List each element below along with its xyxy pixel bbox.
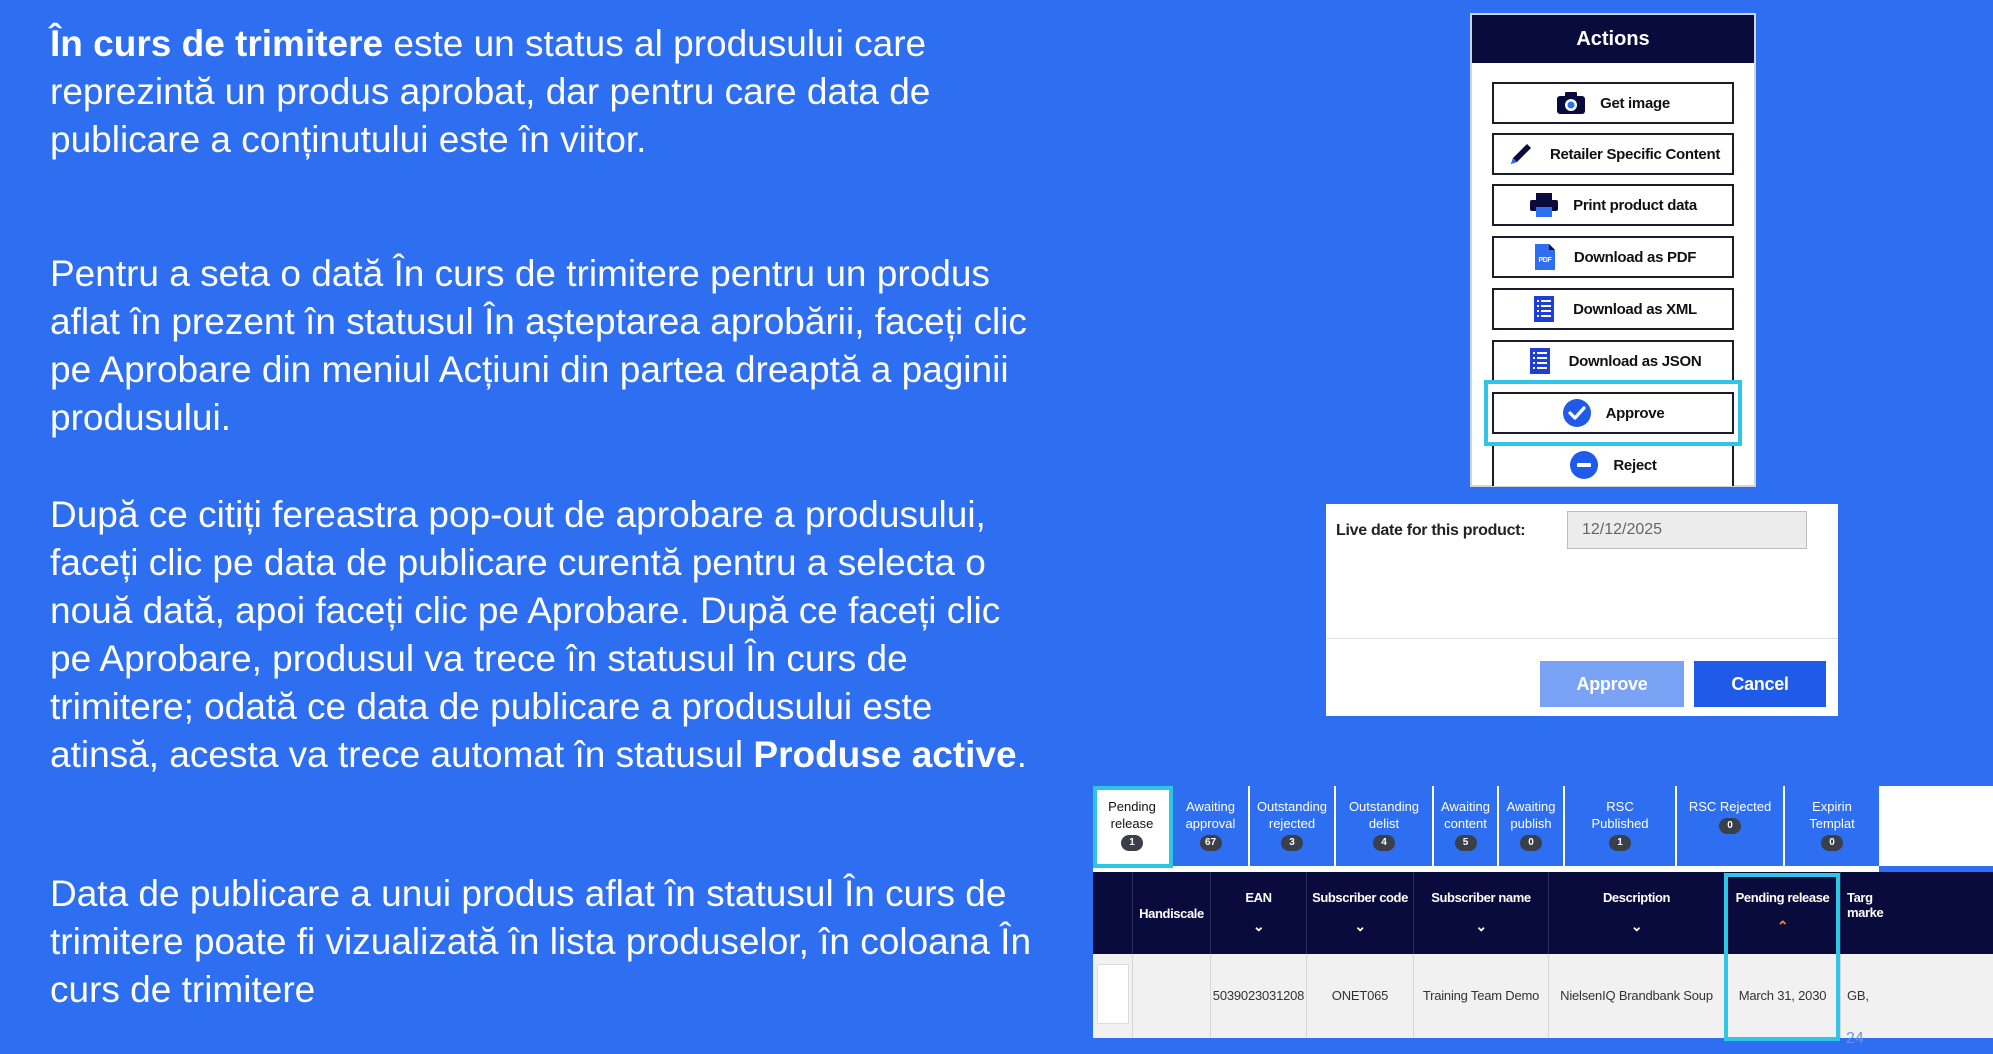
tab-label: RSC bbox=[1606, 799, 1634, 814]
tab-label: approval bbox=[1185, 816, 1236, 831]
chevron-down-icon: ⌄ bbox=[1475, 918, 1487, 934]
tab-label: Pending bbox=[1108, 799, 1156, 814]
tab-count-badge: 0 bbox=[1520, 835, 1542, 851]
download-xml-button[interactable] bbox=[1492, 288, 1734, 330]
tab-label: RSC Rejected bbox=[1688, 799, 1772, 814]
tab-label: Awaiting bbox=[1186, 799, 1235, 814]
column-header-target-market[interactable]: Targ marke bbox=[1840, 872, 1900, 954]
term-pending-release: În curs de trimitere bbox=[50, 23, 384, 64]
printer-icon bbox=[1529, 192, 1559, 218]
retailer-specific-content-button[interactable] bbox=[1492, 133, 1734, 175]
column-header-handiscale[interactable]: Handiscale bbox=[1132, 872, 1210, 954]
subscriber-name-cell: Training Team Demo bbox=[1413, 954, 1548, 1038]
tab-rsc-rejected[interactable] bbox=[1677, 786, 1783, 866]
column-header-label: Subscriber code bbox=[1312, 890, 1408, 905]
approve-label: Approve bbox=[1605, 404, 1665, 422]
tab-label: rejected bbox=[1268, 816, 1316, 831]
term-active-products: Produse active bbox=[753, 734, 1017, 775]
svg-text:PDF: PDF bbox=[1538, 257, 1552, 264]
chevron-down-icon: ⌄ bbox=[1252, 918, 1265, 934]
status-tabs bbox=[1093, 786, 1993, 866]
print-product-data-label: Print product data bbox=[1573, 196, 1697, 214]
subscriber-code-cell: ONET065 bbox=[1306, 954, 1413, 1038]
row-thumbnail bbox=[1097, 964, 1129, 1024]
dialog-divider bbox=[1326, 638, 1838, 639]
tab-count-badge: 1 bbox=[1121, 835, 1143, 851]
live-date-input[interactable]: 12/12/2025 bbox=[1567, 511, 1807, 549]
list-document-icon bbox=[1525, 348, 1555, 374]
row-select-cell[interactable] bbox=[1093, 954, 1132, 1038]
get-image-label: Get image bbox=[1600, 94, 1670, 112]
live-date-label: Live date for this product: bbox=[1336, 522, 1526, 539]
paragraph-pending-release-definition bbox=[50, 20, 1050, 164]
tab-label: content bbox=[1444, 816, 1487, 831]
retailer-specific-content-label: Retailer Specific Content bbox=[1549, 145, 1721, 163]
tab-awaiting-approval[interactable] bbox=[1173, 786, 1248, 866]
camera-icon bbox=[1556, 90, 1586, 116]
dialog-approve-button[interactable]: Approve bbox=[1540, 661, 1684, 707]
approve-dialog bbox=[1326, 504, 1838, 716]
list-document-icon bbox=[1529, 296, 1559, 322]
tab-label: release bbox=[1110, 816, 1154, 831]
tab-count-badge: 0 bbox=[1821, 835, 1843, 851]
table-header bbox=[1093, 872, 1993, 954]
tab-count-badge: 4 bbox=[1373, 835, 1395, 851]
column-header-subscriber-code[interactable] bbox=[1306, 872, 1413, 954]
column-header-description[interactable] bbox=[1548, 872, 1724, 954]
tab-rsc-published[interactable] bbox=[1565, 786, 1675, 866]
download-json-label: Download as JSON bbox=[1568, 352, 1702, 370]
tab-awaiting-publish[interactable] bbox=[1499, 786, 1563, 866]
print-product-data-button[interactable] bbox=[1492, 184, 1734, 226]
chevron-down-icon: ⌄ bbox=[1354, 918, 1366, 934]
paragraph-set-date-instructions: Pentru a seta o dată În curs de trimitere pentru un produs aflat în prezent în statusul În așteptarea aprobării, faceți clic pe Aprobare din meniul Acțiuni din partea dreaptă a paginii produsului. bbox=[50, 253, 1027, 438]
pencil-icon bbox=[1506, 141, 1536, 167]
tab-label: Expirin bbox=[1812, 799, 1852, 814]
column-header-label: EAN bbox=[1245, 890, 1272, 905]
reject-button[interactable] bbox=[1492, 442, 1734, 486]
column-header-label: Subscriber name bbox=[1431, 890, 1531, 905]
approve-highlight-box bbox=[1484, 380, 1742, 446]
tab-label: publish bbox=[1510, 816, 1552, 831]
tab-label: Outstanding bbox=[1256, 799, 1328, 814]
tab-count-badge: 1 bbox=[1609, 835, 1631, 851]
chevron-up-icon: ⌃ bbox=[1776, 918, 1789, 934]
column-header-select bbox=[1093, 872, 1132, 954]
paragraph-approve-popup-instructions bbox=[50, 491, 1050, 779]
download-json-button[interactable] bbox=[1492, 340, 1734, 382]
period: . bbox=[1016, 734, 1027, 775]
tab-label: Awaiting bbox=[1441, 799, 1490, 814]
instruction-text: După ce citiți fereastra pop-out de aprobare a produsului, faceți clic pe data de publicare curentă pentru a selecta o nouă dată, apoi faceți clic pe Aprobare. După ce faceți clic pe Aprobare, produsul va trece în statusul În curs de trimitere; odată ce data de publicare a produsului este atinsă, acesta va trece automat în statusul bbox=[50, 494, 1001, 775]
tab-count-badge: 67 bbox=[1200, 835, 1222, 851]
definition-text: este un status al produsului care reprezintă un produs aprobat, dar pentru care data de publicare a conținutului este în viitor. bbox=[50, 23, 931, 160]
download-pdf-button[interactable] bbox=[1492, 236, 1734, 278]
get-image-button[interactable] bbox=[1492, 82, 1734, 124]
column-header-label: Description bbox=[1602, 890, 1671, 905]
tab-awaiting-content[interactable] bbox=[1434, 786, 1497, 866]
table-row[interactable] bbox=[1093, 954, 1993, 1038]
tab-count-badge: 0 bbox=[1719, 818, 1741, 834]
dialog-cancel-button[interactable]: Cancel bbox=[1694, 661, 1826, 707]
tab-expiring-templates[interactable] bbox=[1785, 786, 1879, 866]
tab-outstanding-delist[interactable] bbox=[1336, 786, 1432, 866]
actions-title: Actions bbox=[1472, 15, 1754, 63]
paragraph-view-date-info: Data de publicare a unui produs aflat în statusul În curs de trimitere poate fi vizualizată în lista produselor, în coloana În curs de trimitere bbox=[50, 873, 1032, 1010]
pending-release-tab-highlight bbox=[1093, 786, 1173, 868]
reject-label: Reject bbox=[1613, 456, 1657, 474]
download-pdf-label: Download as PDF bbox=[1573, 248, 1697, 266]
tab-label: delist bbox=[1368, 816, 1400, 831]
tab-label: Outstanding bbox=[1348, 799, 1420, 814]
download-xml-label: Download as XML bbox=[1573, 300, 1697, 318]
description-cell: NielsenIQ Brandbank Soup bbox=[1548, 954, 1724, 1038]
column-header-label: Pending release bbox=[1735, 890, 1830, 905]
handiscale-cell bbox=[1132, 954, 1210, 1038]
tab-count-badge: 5 bbox=[1455, 835, 1477, 851]
pdf-icon bbox=[1530, 244, 1560, 270]
tab-outstanding-rejected[interactable] bbox=[1250, 786, 1334, 866]
tab-label: Awaiting bbox=[1506, 799, 1556, 814]
pending-release-column-highlight bbox=[1724, 873, 1840, 1041]
minus-circle-icon bbox=[1569, 452, 1599, 478]
page-number: 24 bbox=[1846, 1030, 1864, 1047]
column-header-ean[interactable] bbox=[1210, 872, 1306, 954]
ean-cell: 5039023031208 bbox=[1210, 954, 1306, 1038]
tab-count-badge: 3 bbox=[1281, 835, 1303, 851]
tab-label: Templat bbox=[1809, 816, 1855, 831]
column-header-subscriber-name[interactable] bbox=[1413, 872, 1548, 954]
pending-release-cell: March 31, 2030 bbox=[1724, 954, 1840, 1038]
chevron-down-icon: ⌄ bbox=[1630, 918, 1643, 934]
tab-label: Published bbox=[1591, 816, 1649, 831]
target-market-cell: GB, bbox=[1840, 954, 1900, 1038]
